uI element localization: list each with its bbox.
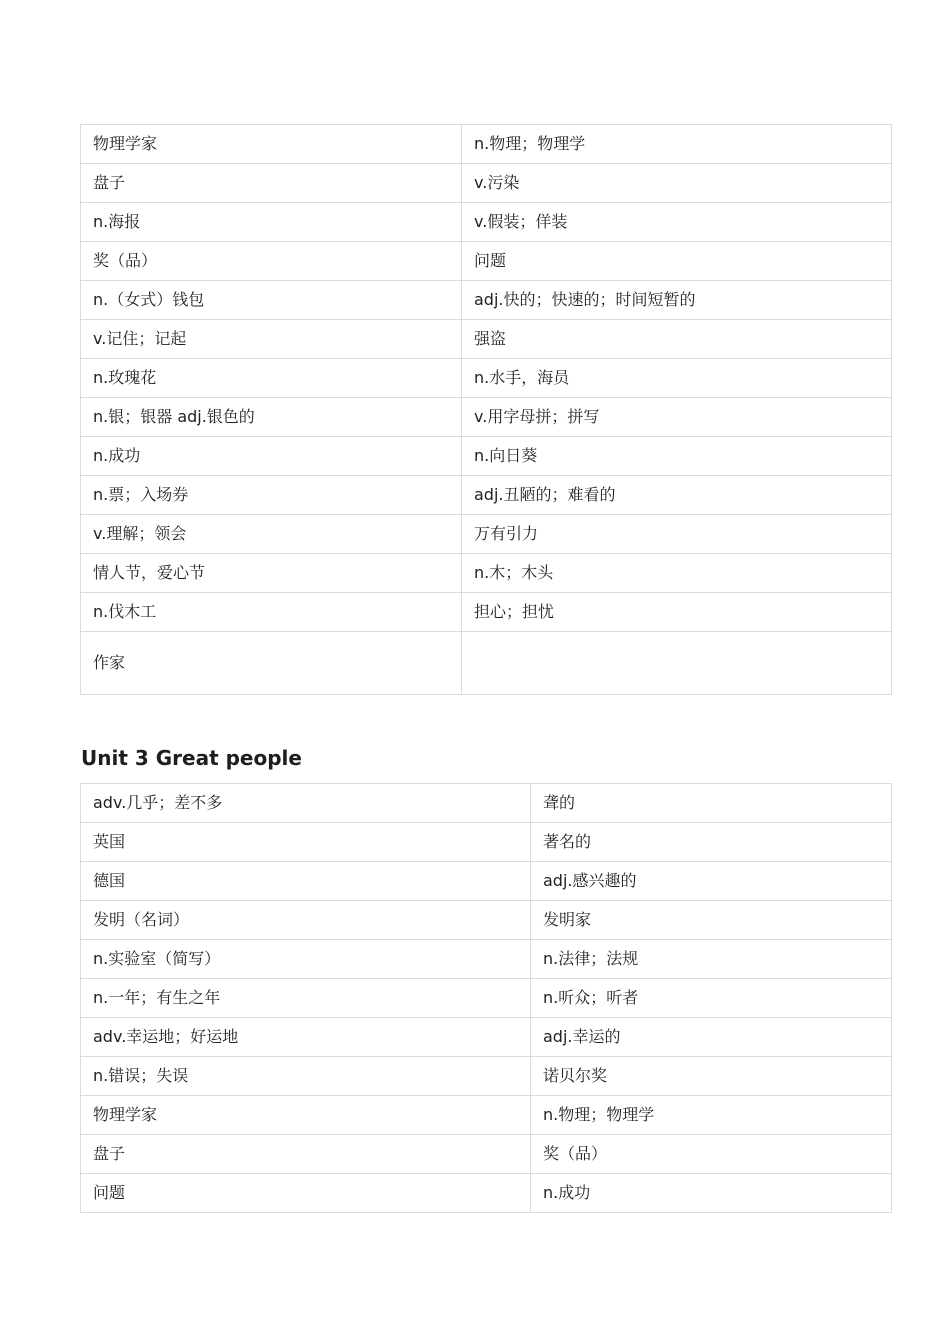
table-cell: adj.丑陋的；难看的 (462, 476, 892, 515)
table-row (81, 1174, 892, 1213)
table-row (81, 242, 892, 281)
table-row (81, 320, 892, 359)
table-cell: adj.快的；快速的；时间短暂的 (462, 281, 892, 320)
table-cell: 著名的 (531, 823, 892, 862)
table-row (81, 125, 892, 164)
table-cell: 强盗 (462, 320, 892, 359)
table-cell: n.成功 (531, 1174, 892, 1213)
table-cell: adj.幸运的 (531, 1018, 892, 1057)
table-cell: v.记住；记起 (81, 320, 462, 359)
table-row (81, 784, 892, 823)
table-cell: n.向日葵 (462, 437, 892, 476)
table-cell: n.成功 (81, 437, 462, 476)
table-cell: v.理解；领会 (81, 515, 462, 554)
table-cell: 物理学家 (81, 125, 462, 164)
table-cell: 情人节，爱心节 (81, 554, 462, 593)
table-cell: n.实验室（简写） (81, 940, 531, 979)
table-row (81, 1135, 892, 1174)
table-cell: adv.几乎；差不多 (81, 784, 531, 823)
table-cell-empty (462, 632, 892, 695)
table-cell: 盘子 (81, 1135, 531, 1174)
table-cell: 奖（品） (81, 242, 462, 281)
table-row (81, 593, 892, 632)
table-cell: adv.幸运地；好运地 (81, 1018, 531, 1057)
table-row (81, 940, 892, 979)
table-cell: 奖（品） (531, 1135, 892, 1174)
table-cell: 问题 (81, 1174, 531, 1213)
table-cell: 发明家 (531, 901, 892, 940)
table-row (81, 476, 892, 515)
table-cell: 作家 (81, 632, 462, 695)
table-row (81, 632, 892, 695)
table-row (81, 164, 892, 203)
table-cell: n.伐木工 (81, 593, 462, 632)
table-row (81, 1057, 892, 1096)
table-cell: 问题 (462, 242, 892, 281)
table-row (81, 281, 892, 320)
table-cell: n.物理；物理学 (462, 125, 892, 164)
table-cell: 物理学家 (81, 1096, 531, 1135)
table-cell: 担心；担忧 (462, 593, 892, 632)
table-cell: n.海报 (81, 203, 462, 242)
table-cell: n.票；入场券 (81, 476, 462, 515)
table-row (81, 1096, 892, 1135)
table-cell: v.污染 (462, 164, 892, 203)
vocabulary-table-1 (80, 124, 892, 695)
table-cell: 发明（名词） (81, 901, 531, 940)
table-row (81, 203, 892, 242)
table-row (81, 1018, 892, 1057)
table-row (81, 823, 892, 862)
table-cell: n.一年；有生之年 (81, 979, 531, 1018)
table-row (81, 515, 892, 554)
table-cell: 德国 (81, 862, 531, 901)
table-row (81, 862, 892, 901)
table-cell: n.（女式）钱包 (81, 281, 462, 320)
section-heading: Unit 3 Great people (81, 746, 302, 770)
table-cell: n.水手，海员 (462, 359, 892, 398)
table-row (81, 979, 892, 1018)
table-cell: 英国 (81, 823, 531, 862)
table-cell: n.木；木头 (462, 554, 892, 593)
table-cell: adj.感兴趣的 (531, 862, 892, 901)
table-row (81, 437, 892, 476)
table-cell: v.假装；佯装 (462, 203, 892, 242)
table-cell: v.用字母拼；拼写 (462, 398, 892, 437)
table-cell: n.玫瑰花 (81, 359, 462, 398)
table-cell: 诺贝尔奖 (531, 1057, 892, 1096)
table-cell: 盘子 (81, 164, 462, 203)
table-cell: n.听众；听者 (531, 979, 892, 1018)
table-row (81, 901, 892, 940)
table-cell: n.物理；物理学 (531, 1096, 892, 1135)
table-cell: n.银；银器 adj.银色的 (81, 398, 462, 437)
vocabulary-table-2 (80, 783, 892, 1213)
table-cell: n.法律；法规 (531, 940, 892, 979)
table-cell: 万有引力 (462, 515, 892, 554)
table-cell: n.错误；失误 (81, 1057, 531, 1096)
table-cell: 聋的 (531, 784, 892, 823)
table-row (81, 359, 892, 398)
table-row (81, 554, 892, 593)
table-row (81, 398, 892, 437)
